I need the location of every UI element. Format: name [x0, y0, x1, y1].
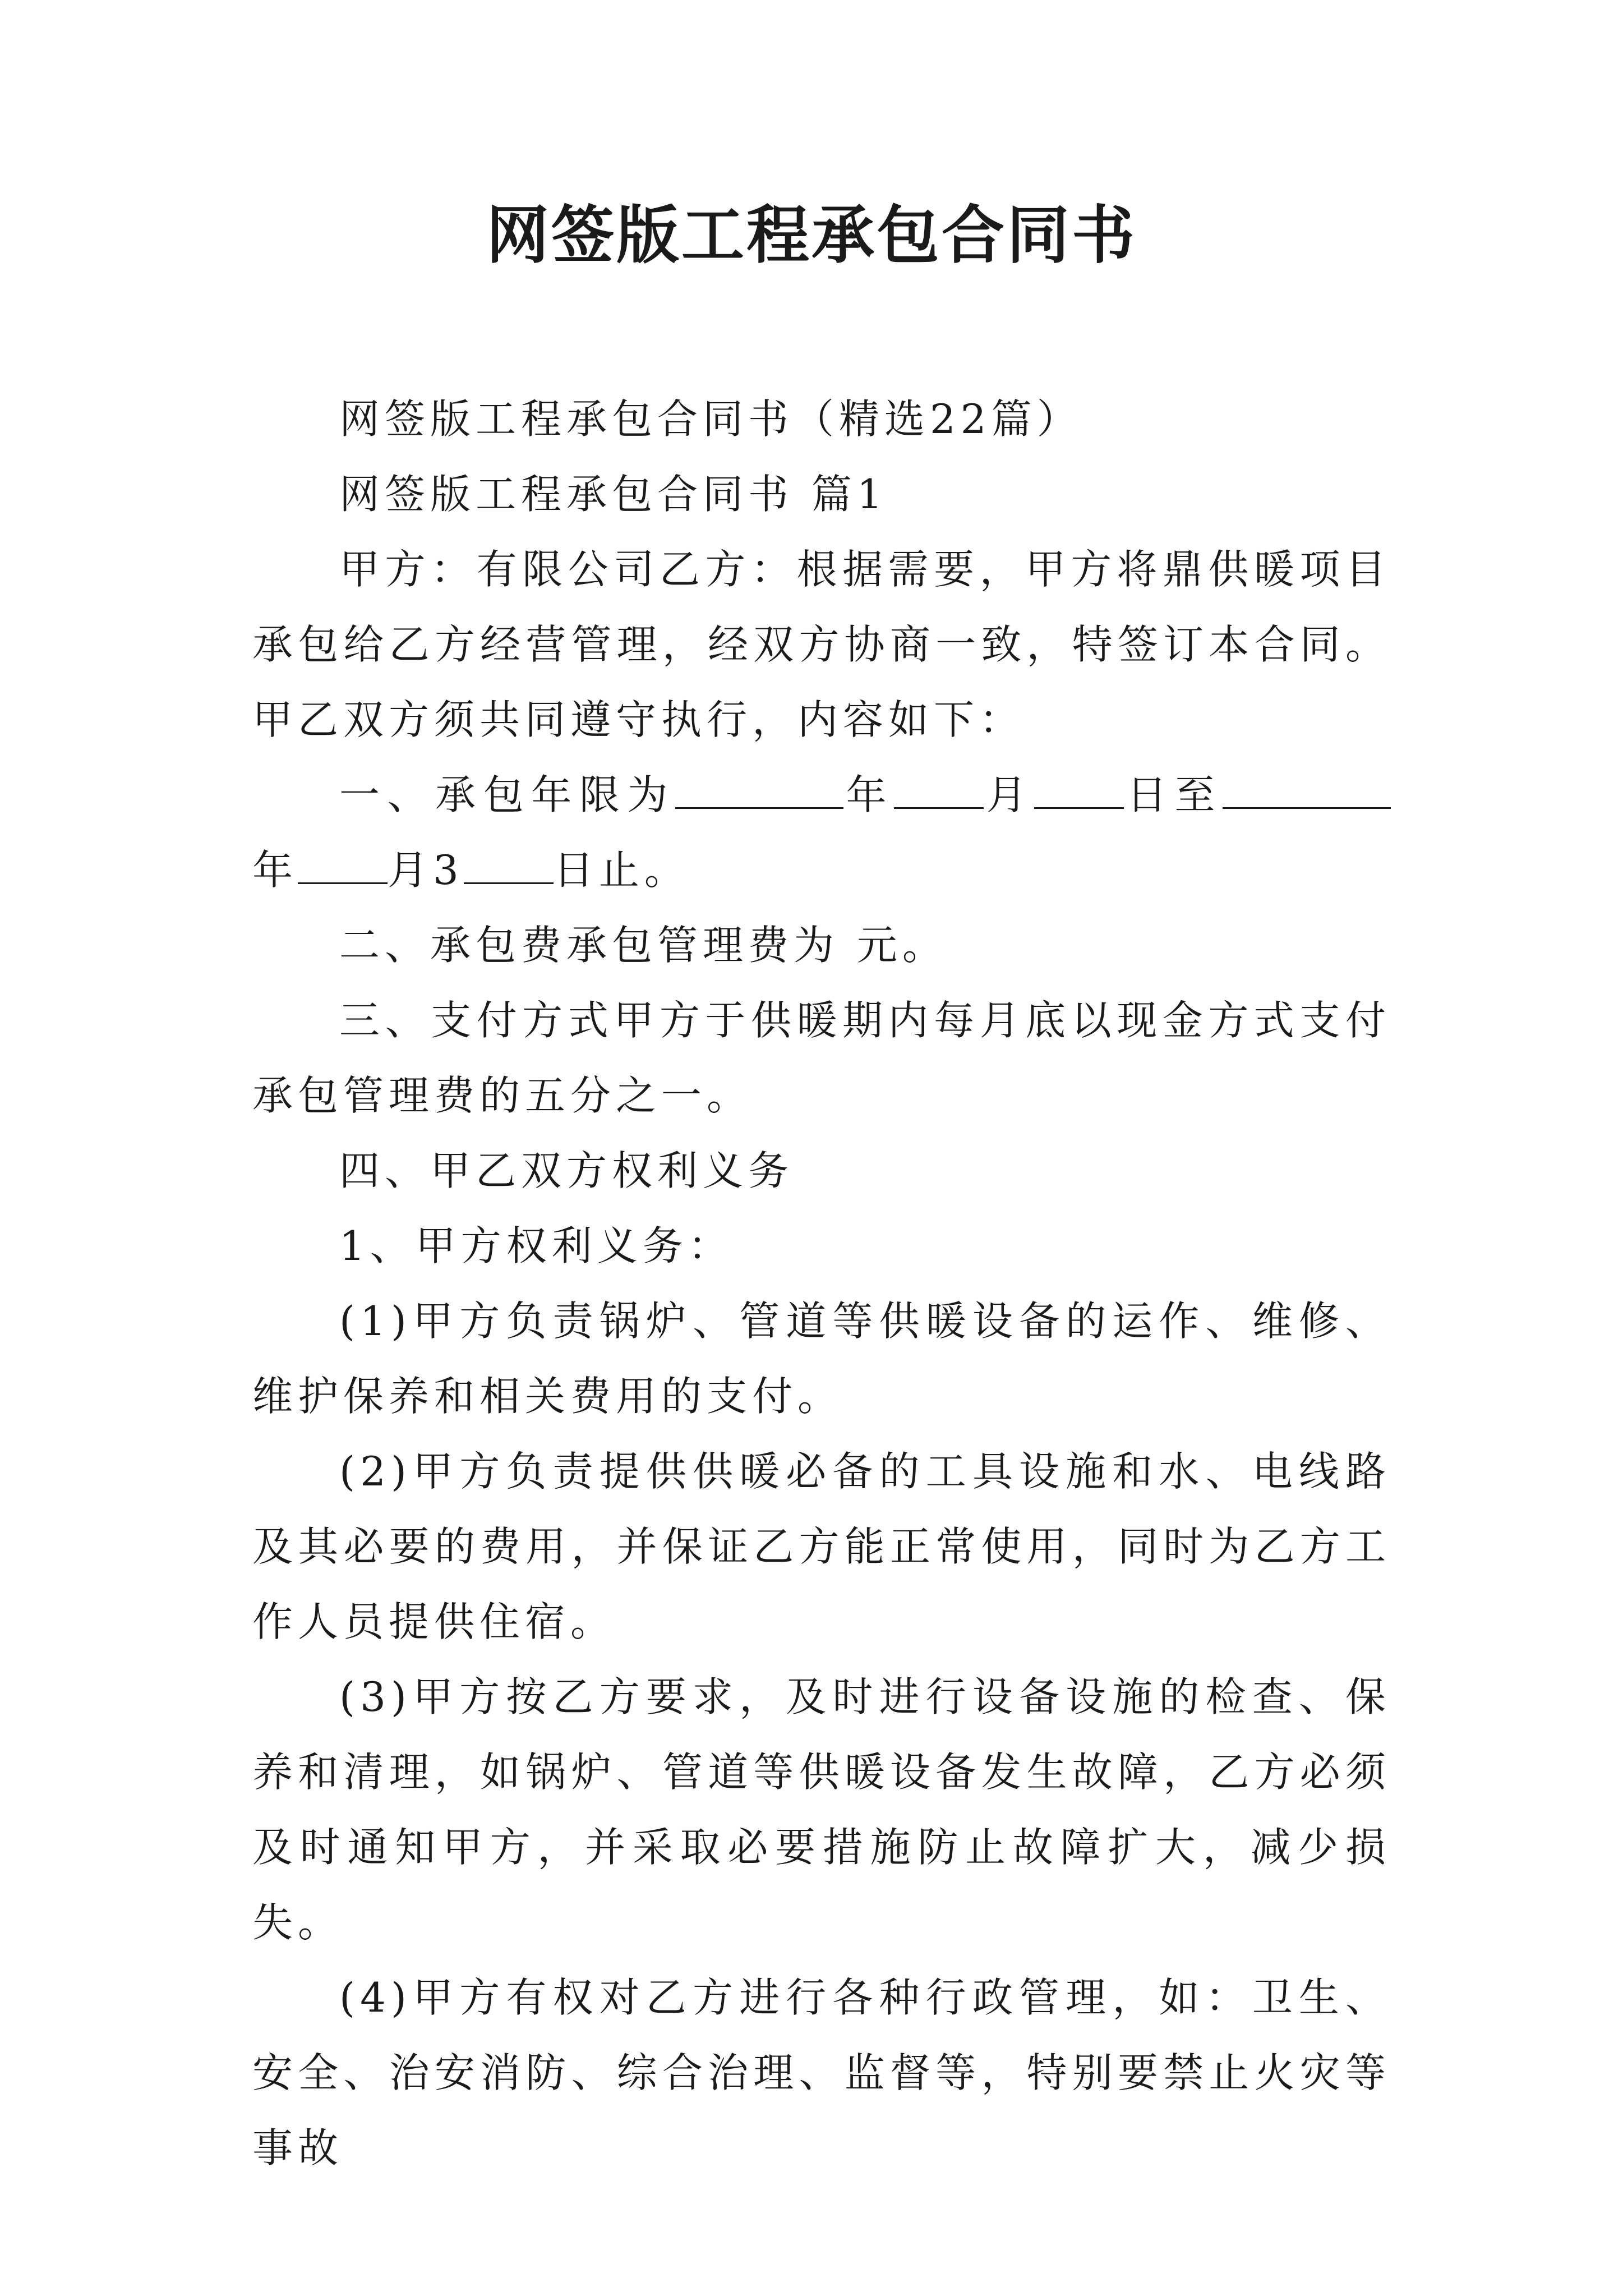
blank-line: [1034, 772, 1124, 809]
paragraph: 二、承包费承包管理费为 元。: [339, 922, 948, 969]
document-body: [252, 381, 1391, 2185]
term-month-label: 月3: [388, 846, 464, 894]
blank-line: [464, 848, 554, 884]
paragraph: 1、甲方权利义务：: [339, 1222, 734, 1269]
paragraph: 网签版工程承包合同书（精选22篇）: [339, 395, 1082, 443]
blank-line: [675, 772, 843, 809]
term-month-label: 月: [984, 771, 1035, 818]
paragraph: (4)甲方有权对乙方进行各种行政管理，如：卫生、安全、治安消防、综合治理、监督等，特别要禁止火灾等事故: [252, 1974, 1391, 2171]
blank-line: [298, 848, 388, 884]
paragraph: (1)甲方负责锅炉、管道等供暖设备的运作、维修、维护保养和相关费用的支付。: [252, 1297, 1391, 1420]
term-clause-prefix: 一、承包年限为: [339, 771, 675, 818]
document-title: 网签版工程承包合同书: [486, 199, 1137, 272]
blank-line: [1223, 772, 1391, 809]
term-year-label: 年: [252, 846, 298, 894]
term-day-to-label: 日至: [1124, 771, 1223, 818]
paragraph: 网签版工程承包合同书 篇1: [339, 471, 888, 518]
paragraph: (3)甲方按乙方要求，及时进行设备设施的检查、保养和清理，如锅炉、管道等供暖设备发生故障，乙方必须及时通知甲方，并采取必要措施防止故障扩大，减少损失。: [252, 1673, 1391, 1946]
paragraph: 三、支付方式甲方于供暖期内每月底以现金方式支付承包管理费的五分之一。: [252, 997, 1391, 1119]
term-year-label: 年: [843, 771, 895, 818]
blank-line: [894, 772, 984, 809]
term-day-end-label: 日止。: [553, 846, 690, 894]
paragraph: 甲方：有限公司乙方：根据需要，甲方将鼎供暖项目承包给乙方经营管理，经双方协商一致，特签订本合同。甲乙双方须共同遵守执行，内容如下：: [252, 546, 1391, 743]
term-clause-paragraph: [252, 757, 1391, 908]
paragraph: 四、甲乙双方权利义务: [339, 1147, 794, 1194]
paragraph: (2)甲方负责提供供暖必备的工具设施和水、电线路及其必要的费用，并保证乙方能正常使用，同时为乙方工作人员提供住宿。: [252, 1448, 1391, 1645]
